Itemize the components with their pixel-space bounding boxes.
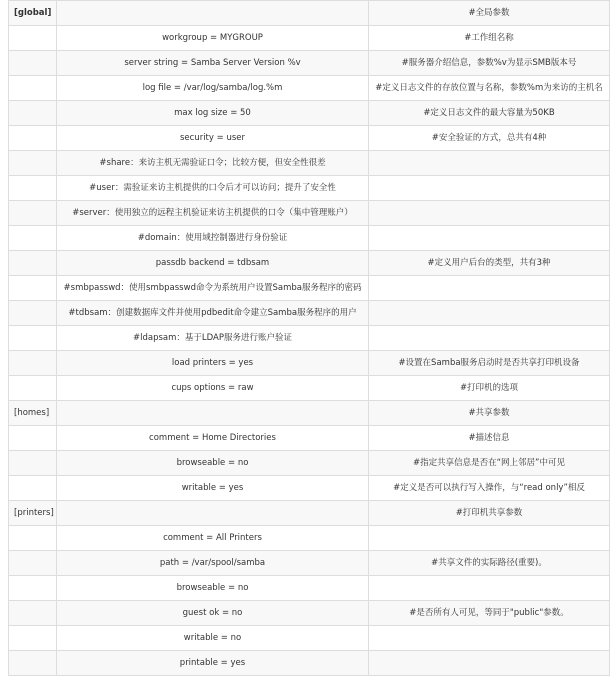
section-cell	[9, 101, 57, 126]
table-row	[9, 1, 610, 26]
option-cell: writable = no	[57, 626, 369, 651]
comment-cell: #定义是否可以执行写入操作，与“read only”相反	[369, 476, 610, 501]
section-cell	[9, 626, 57, 651]
option-cell: #tdbsam：创建数据库文件并使用pdbedit命令建立Samba服务程序的用户	[57, 301, 369, 326]
samba-config-table	[8, 0, 610, 676]
comment-cell: #共享参数	[369, 401, 610, 426]
comment-cell	[369, 626, 610, 651]
option-cell: writable = yes	[57, 476, 369, 501]
table-row	[9, 226, 610, 251]
table-row	[9, 151, 610, 176]
option-cell: #server：使用独立的远程主机验证来访主机提供的口令（集中管理账户）	[57, 201, 369, 226]
table-row	[9, 51, 610, 76]
option-cell: comment = Home Directories	[57, 426, 369, 451]
option-cell: path = /var/spool/samba	[57, 551, 369, 576]
table-row	[9, 176, 610, 201]
table-row	[9, 476, 610, 501]
comment-cell: #全局参数	[369, 1, 610, 26]
comment-cell	[369, 201, 610, 226]
section-cell	[9, 301, 57, 326]
section-cell	[9, 26, 57, 51]
comment-cell: #定义用户后台的类型，共有3种	[369, 251, 610, 276]
table-row	[9, 426, 610, 451]
section-cell	[9, 226, 57, 251]
comment-cell: #定义日志文件的最大容量为50KB	[369, 101, 610, 126]
comment-cell: #指定共享信息是否在“网上邻居”中可见	[369, 451, 610, 476]
option-cell: #domain：使用域控制器进行身份验证	[57, 226, 369, 251]
table-row	[9, 301, 610, 326]
comment-cell	[369, 151, 610, 176]
comment-cell: #描述信息	[369, 426, 610, 451]
option-cell: #share：来访主机无需验证口令；比较方便，但安全性很差	[57, 151, 369, 176]
comment-cell	[369, 526, 610, 551]
section-cell	[9, 276, 57, 301]
comment-cell	[369, 176, 610, 201]
table-row	[9, 126, 610, 151]
table-row	[9, 401, 610, 426]
comment-cell: #打印机的选项	[369, 376, 610, 401]
section-cell	[9, 126, 57, 151]
section-cell	[9, 376, 57, 401]
table-row	[9, 76, 610, 101]
option-cell: server string = Samba Server Version %v	[57, 51, 369, 76]
table-row	[9, 551, 610, 576]
comment-cell	[369, 301, 610, 326]
comment-cell	[369, 651, 610, 676]
table-row	[9, 651, 610, 676]
comment-cell: #工作组名称	[369, 26, 610, 51]
table-row	[9, 201, 610, 226]
section-cell	[9, 576, 57, 601]
section-cell	[9, 601, 57, 626]
section-cell	[9, 651, 57, 676]
section-cell	[9, 76, 57, 101]
table-row	[9, 451, 610, 476]
section-cell	[9, 251, 57, 276]
comment-cell	[369, 576, 610, 601]
option-cell: #smbpasswd：使用smbpasswd命令为系统用户设置Samba服务程序的密码	[57, 276, 369, 301]
option-cell: comment = All Printers	[57, 526, 369, 551]
section-cell	[9, 51, 57, 76]
option-cell: load printers = yes	[57, 351, 369, 376]
option-cell: cups options = raw	[57, 376, 369, 401]
comment-cell: #共享文件的实际路径(重要)。	[369, 551, 610, 576]
option-cell: browseable = no	[57, 576, 369, 601]
table-row	[9, 251, 610, 276]
config-table-body	[9, 1, 610, 676]
option-cell	[57, 501, 369, 526]
section-cell	[9, 201, 57, 226]
section-cell	[9, 551, 57, 576]
section-cell	[9, 176, 57, 201]
section-cell	[9, 151, 57, 176]
option-cell: guest ok = no	[57, 601, 369, 626]
table-row	[9, 351, 610, 376]
table-row	[9, 101, 610, 126]
comment-cell	[369, 326, 610, 351]
section-cell: [global]	[9, 1, 57, 26]
option-cell: security = user	[57, 126, 369, 151]
table-row	[9, 376, 610, 401]
option-cell	[57, 401, 369, 426]
option-cell: printable = yes	[57, 651, 369, 676]
option-cell: workgroup = MYGROUP	[57, 26, 369, 51]
table-row	[9, 26, 610, 51]
section-cell	[9, 526, 57, 551]
option-cell	[57, 1, 369, 26]
option-cell: #user：需验证来访主机提供的口令后才可以访问；提升了安全性	[57, 176, 369, 201]
comment-cell: #服务器介绍信息，参数%v为显示SMB版本号	[369, 51, 610, 76]
comment-cell	[369, 226, 610, 251]
table-row	[9, 326, 610, 351]
option-cell: log file = /var/log/samba/log.%m	[57, 76, 369, 101]
comment-cell: #安全验证的方式，总共有4种	[369, 126, 610, 151]
section-cell	[9, 451, 57, 476]
table-row	[9, 276, 610, 301]
comment-cell	[369, 276, 610, 301]
comment-cell: #设置在Samba服务启动时是否共享打印机设备	[369, 351, 610, 376]
section-cell	[9, 426, 57, 451]
comment-cell: #打印机共享参数	[369, 501, 610, 526]
option-cell: browseable = no	[57, 451, 369, 476]
table-row	[9, 601, 610, 626]
comment-cell: #定义日志文件的存放位置与名称，参数%m为来访的主机名	[369, 76, 610, 101]
config-sheet	[8, 0, 610, 676]
section-cell: [homes]	[9, 401, 57, 426]
section-cell	[9, 476, 57, 501]
option-cell: #ldapsam：基于LDAP服务进行账户验证	[57, 326, 369, 351]
comment-cell: #是否所有人可见，等同于"public"参数。	[369, 601, 610, 626]
option-cell: max log size = 50	[57, 101, 369, 126]
table-row	[9, 576, 610, 601]
table-row	[9, 501, 610, 526]
table-row	[9, 526, 610, 551]
option-cell: passdb backend = tdbsam	[57, 251, 369, 276]
section-cell	[9, 351, 57, 376]
section-cell: [printers]	[9, 501, 57, 526]
table-row	[9, 626, 610, 651]
section-cell	[9, 326, 57, 351]
